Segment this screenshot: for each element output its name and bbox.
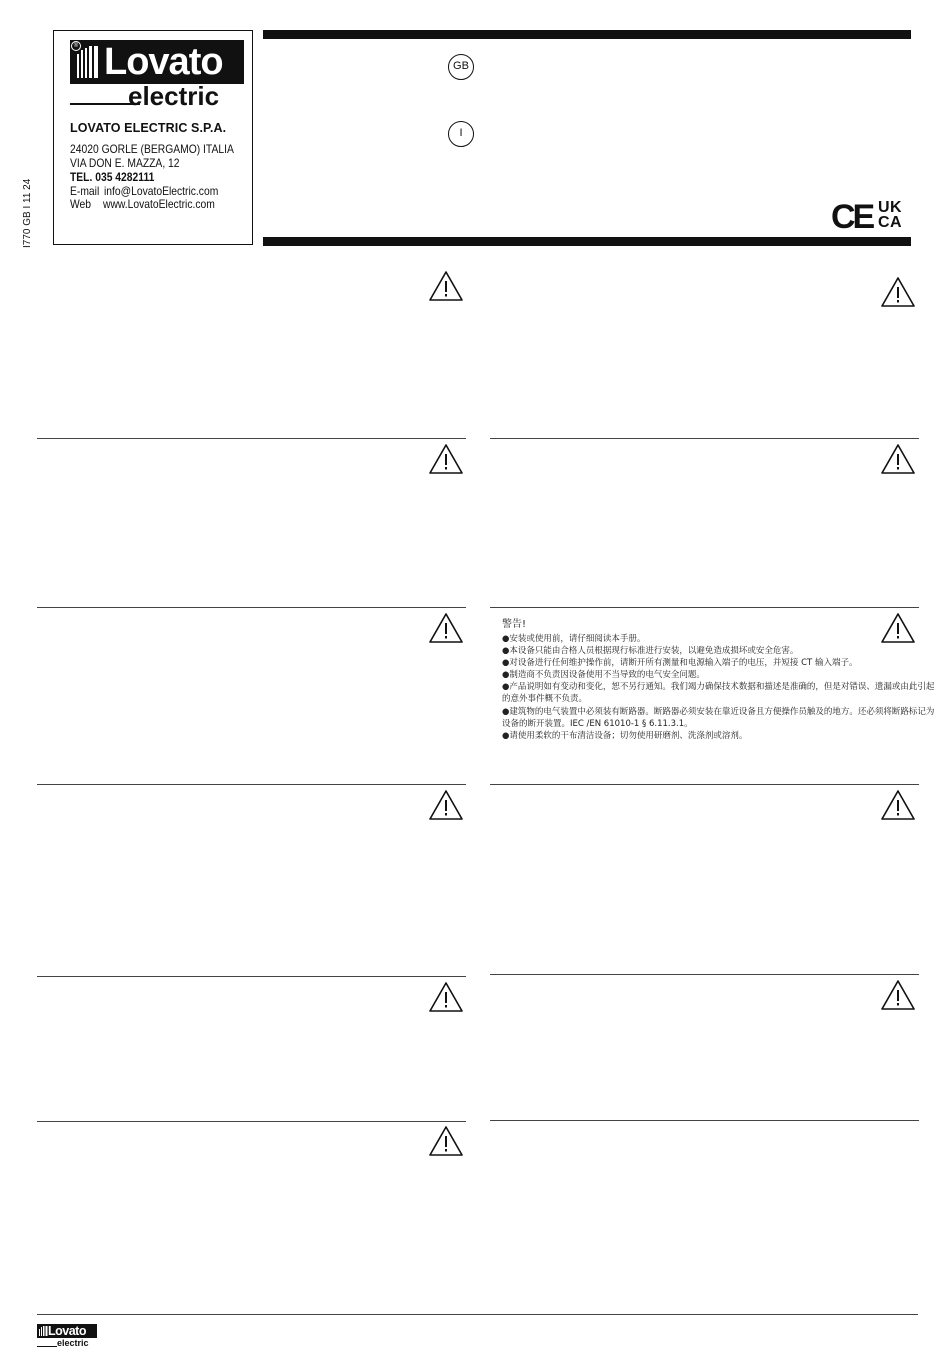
- section-divider: [37, 1121, 466, 1122]
- warning-triangle-icon: [428, 789, 464, 821]
- footer-logo-mark: [39, 1326, 48, 1336]
- section-divider: [490, 974, 919, 975]
- email-label: E-mail: [70, 184, 100, 198]
- warning-triangle-icon: [428, 612, 464, 644]
- warning-triangle-icon: [880, 276, 916, 308]
- section-divider: [37, 438, 466, 439]
- phone-line: TEL. 035 4282111: [70, 170, 155, 184]
- warning-text-chinese: [502, 617, 940, 742]
- footer-logo-wordmark: Lovato: [48, 1324, 86, 1338]
- warning-item: ●制造商不负责因设备使用不当导致的电气安全问题。: [502, 670, 705, 681]
- company-name: LOVATO ELECTRIC S.P.A.: [70, 121, 227, 135]
- warning-item: ●请使用柔软的干布清洁设备；切勿使用研磨剂、洗涤剂或溶剂。: [502, 730, 748, 741]
- section-divider: [490, 1120, 919, 1121]
- header-bottom-bar: [263, 237, 911, 246]
- section-divider: [37, 976, 466, 977]
- warning-triangle-icon: [428, 1125, 464, 1157]
- section-divider: [37, 607, 466, 608]
- section-divider: [37, 784, 466, 785]
- warning-item: ●产品说明如有变动和变化，恕不另行通知。我们竭力确保技术数据和描述是准确的，但是对错误、遗漏或由此引起的意外事件概不负责。: [502, 682, 935, 705]
- lovato-logo-mark: [76, 46, 102, 78]
- footer-logo-underline: [37, 1346, 57, 1347]
- warning-triangle-icon: [880, 789, 916, 821]
- warning-item: ●本设备只能由合格人员根据现行标准进行安装，以避免造成损坏或安全危害。: [502, 646, 799, 657]
- language-badge-gb: GB: [448, 54, 474, 80]
- section-divider: [490, 784, 919, 785]
- header-top-bar: [263, 30, 911, 39]
- warning-item: ●建筑物的电气装置中必须装有断路器。断路器必须安装在靠近设备且方便操作员触及的地方。还必须将断路标记为设备的断开装置。IEC /EN 61010-1 § 6.11.3.1。: [502, 706, 935, 729]
- warning-title: 警告!: [502, 619, 527, 630]
- address-line-2: VIA DON E. MAZZA, 12: [70, 156, 180, 170]
- section-divider: [490, 607, 919, 608]
- document-code: I770 GB I 11 24: [22, 178, 33, 248]
- web-label: Web: [70, 197, 92, 211]
- footer-divider: [37, 1314, 918, 1315]
- warning-triangle-icon: [880, 979, 916, 1011]
- logo-wordmark: Lovato: [104, 41, 223, 83]
- web-link[interactable]: www.LovatoElectric.com: [103, 197, 215, 211]
- ce-mark: CE: [831, 198, 873, 236]
- logo-subtitle: electric: [128, 81, 220, 111]
- warning-item: ●对设备进行任何维护操作前，请断开所有测量和电源输入端子的电压，并短接 CT 输入端子。: [502, 658, 858, 669]
- warning-triangle-icon: [428, 443, 464, 475]
- warning-triangle-icon: [428, 270, 464, 302]
- warning-triangle-icon: [428, 981, 464, 1013]
- language-badge-it: I: [448, 121, 474, 147]
- address-line-1: 24020 GORLE (BERGAMO) ITALIA: [70, 142, 234, 156]
- footer-logo-subtitle: electric: [57, 1338, 89, 1348]
- ukca-mark: UK CA: [878, 199, 903, 231]
- warning-item: ●安装或使用前，请仔细阅读本手册。: [502, 634, 646, 644]
- section-divider: [490, 438, 919, 439]
- warning-triangle-icon: [880, 443, 916, 475]
- registered-mark: ®: [71, 41, 81, 51]
- email-link[interactable]: info@LovatoElectric.com: [104, 184, 219, 198]
